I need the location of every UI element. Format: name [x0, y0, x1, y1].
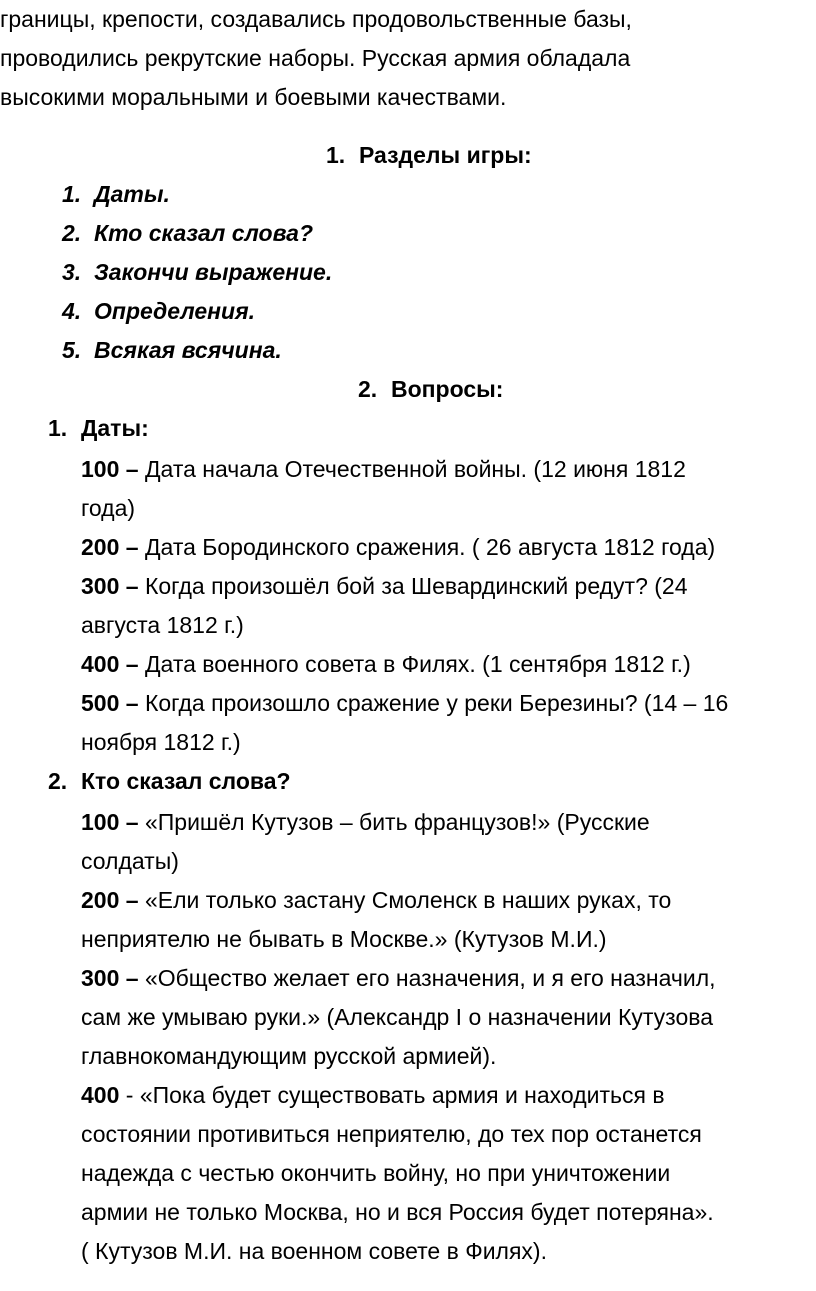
question-continuation: армии не только Москва, но и вся Россия будет потеряна». [81, 1199, 714, 1225]
question-text: Когда произошёл бой за Шевардинский редут? (24 [138, 573, 688, 599]
question-text: «Ели только застану Смоленск в наших руках, то [138, 887, 672, 913]
question-300 [81, 567, 688, 606]
points-label: 400 – [81, 651, 139, 677]
list-item-text: Даты. [94, 181, 170, 207]
list-item-text: Определения. [94, 298, 256, 324]
points-label: 100 – [81, 456, 139, 482]
question-continuation: неприятелю не бывать в Москве.» (Кутузов М.И.) [81, 926, 607, 952]
intro-line-1: границы, крепости, создавались продовольственные базы, [0, 6, 632, 32]
question-continuation: ( Кутузов М.И. на военном совете в Филях). [81, 1238, 547, 1264]
subsection-number: 1. [48, 415, 68, 441]
list-item [62, 331, 282, 370]
list-item [62, 253, 332, 292]
question-200 [81, 881, 671, 920]
list-item-text: Закончи выражение. [94, 259, 333, 285]
subsection-number: 2. [48, 768, 68, 794]
subsection-title: Даты: [81, 415, 149, 441]
points-label: 500 – [81, 690, 139, 716]
section-heading-questions [358, 370, 503, 409]
points-label: 200 – [81, 534, 139, 560]
question-continuation: ноября 1812 г.) [81, 729, 241, 755]
question-continuation: главнокомандующим русской армией). [81, 1043, 497, 1069]
question-200 [81, 528, 715, 567]
list-item [62, 292, 255, 331]
question-text: Когда произошло сражение у реки Березины? (14 – 16 [138, 690, 729, 716]
question-continuation: августа 1812 г.) [81, 612, 244, 638]
question-continuation: сам же умываю руки.» (Александр I о назначении Кутузова [81, 1004, 713, 1030]
list-item [62, 214, 313, 253]
question-continuation: состоянии противиться неприятелю, до тех пор останется [81, 1121, 702, 1147]
question-text: Дата военного совета в Филях. (1 сентября 1812 г.) [138, 651, 691, 677]
section-number: 1. [326, 142, 346, 168]
points-label: 400 [81, 1082, 126, 1108]
question-continuation: года) [81, 495, 136, 521]
question-continuation: надежда с честью окончить войну, но при уничтожении [81, 1160, 671, 1186]
list-item-number: 3. [62, 259, 82, 285]
list-item-text: Всякая всячина. [94, 337, 282, 363]
points-label: 100 – [81, 809, 139, 835]
subsection-heading-words [48, 762, 291, 801]
list-item-number: 4. [62, 298, 82, 324]
question-100 [81, 450, 686, 489]
intro-line-2: проводились рекрутские наборы. Русская армия обладала [0, 45, 631, 71]
section-number: 2. [358, 376, 378, 402]
question-text: «Пришёл Кутузов – бить французов!» (Русские [138, 809, 650, 835]
list-item [62, 175, 170, 214]
question-text: «Общество желает его назначения, и я его назначил, [138, 965, 716, 991]
list-item-number: 5. [62, 337, 82, 363]
question-text: - «Пока будет существовать армия и находиться в [125, 1082, 665, 1108]
section-title: Вопросы: [391, 376, 504, 402]
list-item-number: 1. [62, 181, 82, 207]
list-item-number: 2. [62, 220, 82, 246]
question-300 [81, 959, 716, 998]
question-500 [81, 684, 728, 723]
question-100 [81, 803, 650, 842]
question-400 [81, 1076, 665, 1115]
question-text: Дата начала Отечественной войны. (12 июня 1812 [138, 456, 686, 482]
points-label: 300 – [81, 965, 139, 991]
section-title: Разделы игры: [359, 142, 532, 168]
section-heading-games [326, 136, 532, 175]
subsection-title: Кто сказал слова? [81, 768, 291, 794]
question-text: Дата Бородинского сражения. ( 26 августа 1812 года) [138, 534, 716, 560]
intro-line-3: высокими моральными и боевыми качествами. [0, 84, 507, 110]
subsection-heading-dates [48, 409, 149, 448]
points-label: 300 – [81, 573, 139, 599]
list-item-text: Кто сказал слова? [94, 220, 314, 246]
question-continuation: солдаты) [81, 848, 179, 874]
question-400 [81, 645, 691, 684]
points-label: 200 – [81, 887, 139, 913]
